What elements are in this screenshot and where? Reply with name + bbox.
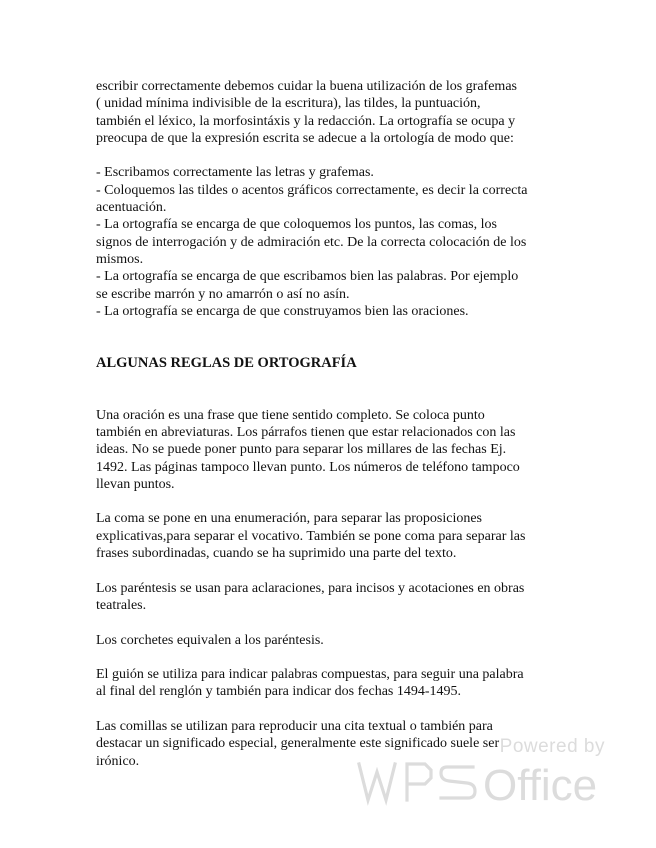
rule-line: llevan puntos. xyxy=(96,476,175,492)
intro-line: también el léxico, la morfosintáxis y la redacción. La ortografía se ocupa y xyxy=(96,113,516,129)
rule-line: La coma se pone en una enumeración, para separar las proposiciones xyxy=(96,511,483,527)
rule-line: frases subordinadas, cuando se ha suprimido una parte del texto. xyxy=(96,546,457,562)
list-line: - Coloquemos las tildes o acentos gráficos correctamente, es decir la correcta xyxy=(96,182,528,198)
rule-line: ideas. No se puede poner punto para separar los millares de las fechas Ej. xyxy=(96,442,507,458)
watermark-powered-by: Powered by xyxy=(499,736,605,757)
rule-line: al final del renglón y también para indicar dos fechas 1494-1495. xyxy=(96,684,462,700)
list-line: - Escribamos correctamente las letras y grafemas. xyxy=(96,165,374,181)
rule-line: teatrales. xyxy=(96,597,147,613)
rule-line: irónico. xyxy=(96,753,140,769)
rule-line: Los paréntesis se usan para aclaraciones, para incisos y acotaciones en obras xyxy=(96,580,525,596)
rule-line: 1492. Las páginas tampoco llevan punto. Los números de teléfono tampoco xyxy=(96,459,520,475)
list-line: signos de interrogación y de admiración etc. De la correcta colocación de los xyxy=(96,234,527,250)
list-line: - La ortografía se encarga de que escribamos bien las palabras. Por ejemplo xyxy=(96,269,519,285)
rule-line: Los corchetes equivalen a los paréntesis. xyxy=(96,632,324,648)
list-line: - La ortografía se encarga de que coloquemos los puntos, las comas, los xyxy=(96,217,497,233)
rule-line: también en abreviaturas. Los párrafos tienen que estar relacionados con las xyxy=(96,424,516,440)
intro-line: preocupa de que la expresión escrita se adecue a la ortología de modo que: xyxy=(96,130,514,146)
list-line: mismos. xyxy=(96,251,144,267)
rule-line: Una oración es una frase que tiene sentido completo. Se coloca punto xyxy=(96,407,485,423)
rule-line: El guión se utiliza para indicar palabras compuestas, para seguir una palabra xyxy=(96,667,524,683)
list-line: acentuación. xyxy=(96,200,167,216)
intro-line: escribir correctamente debemos cuidar la buena utilización de los grafemas xyxy=(96,79,517,94)
rule-line: explicativas,para separar el vocativo. También se pone coma para separar las xyxy=(96,528,526,544)
rule-line: destacar un significado especial, generalmente este significado suele ser xyxy=(96,736,500,752)
watermark-office-text: Office xyxy=(483,761,598,806)
document-page xyxy=(96,78,564,770)
rule-line: Las comillas se utilizan para reproducir una cita textual o también para xyxy=(96,718,493,734)
list-line: se escribe marrón y no amarrón o así no asín. xyxy=(96,286,350,302)
list-line: - La ortografía se encarga de que construyamos bien las oraciones. xyxy=(96,303,469,319)
intro-line: ( unidad mínima indivisible de la escritura), las tildes, la puntuación, xyxy=(96,96,481,112)
section-heading: ALGUNAS REGLAS DE ORTOGRAFÍA xyxy=(96,354,357,371)
